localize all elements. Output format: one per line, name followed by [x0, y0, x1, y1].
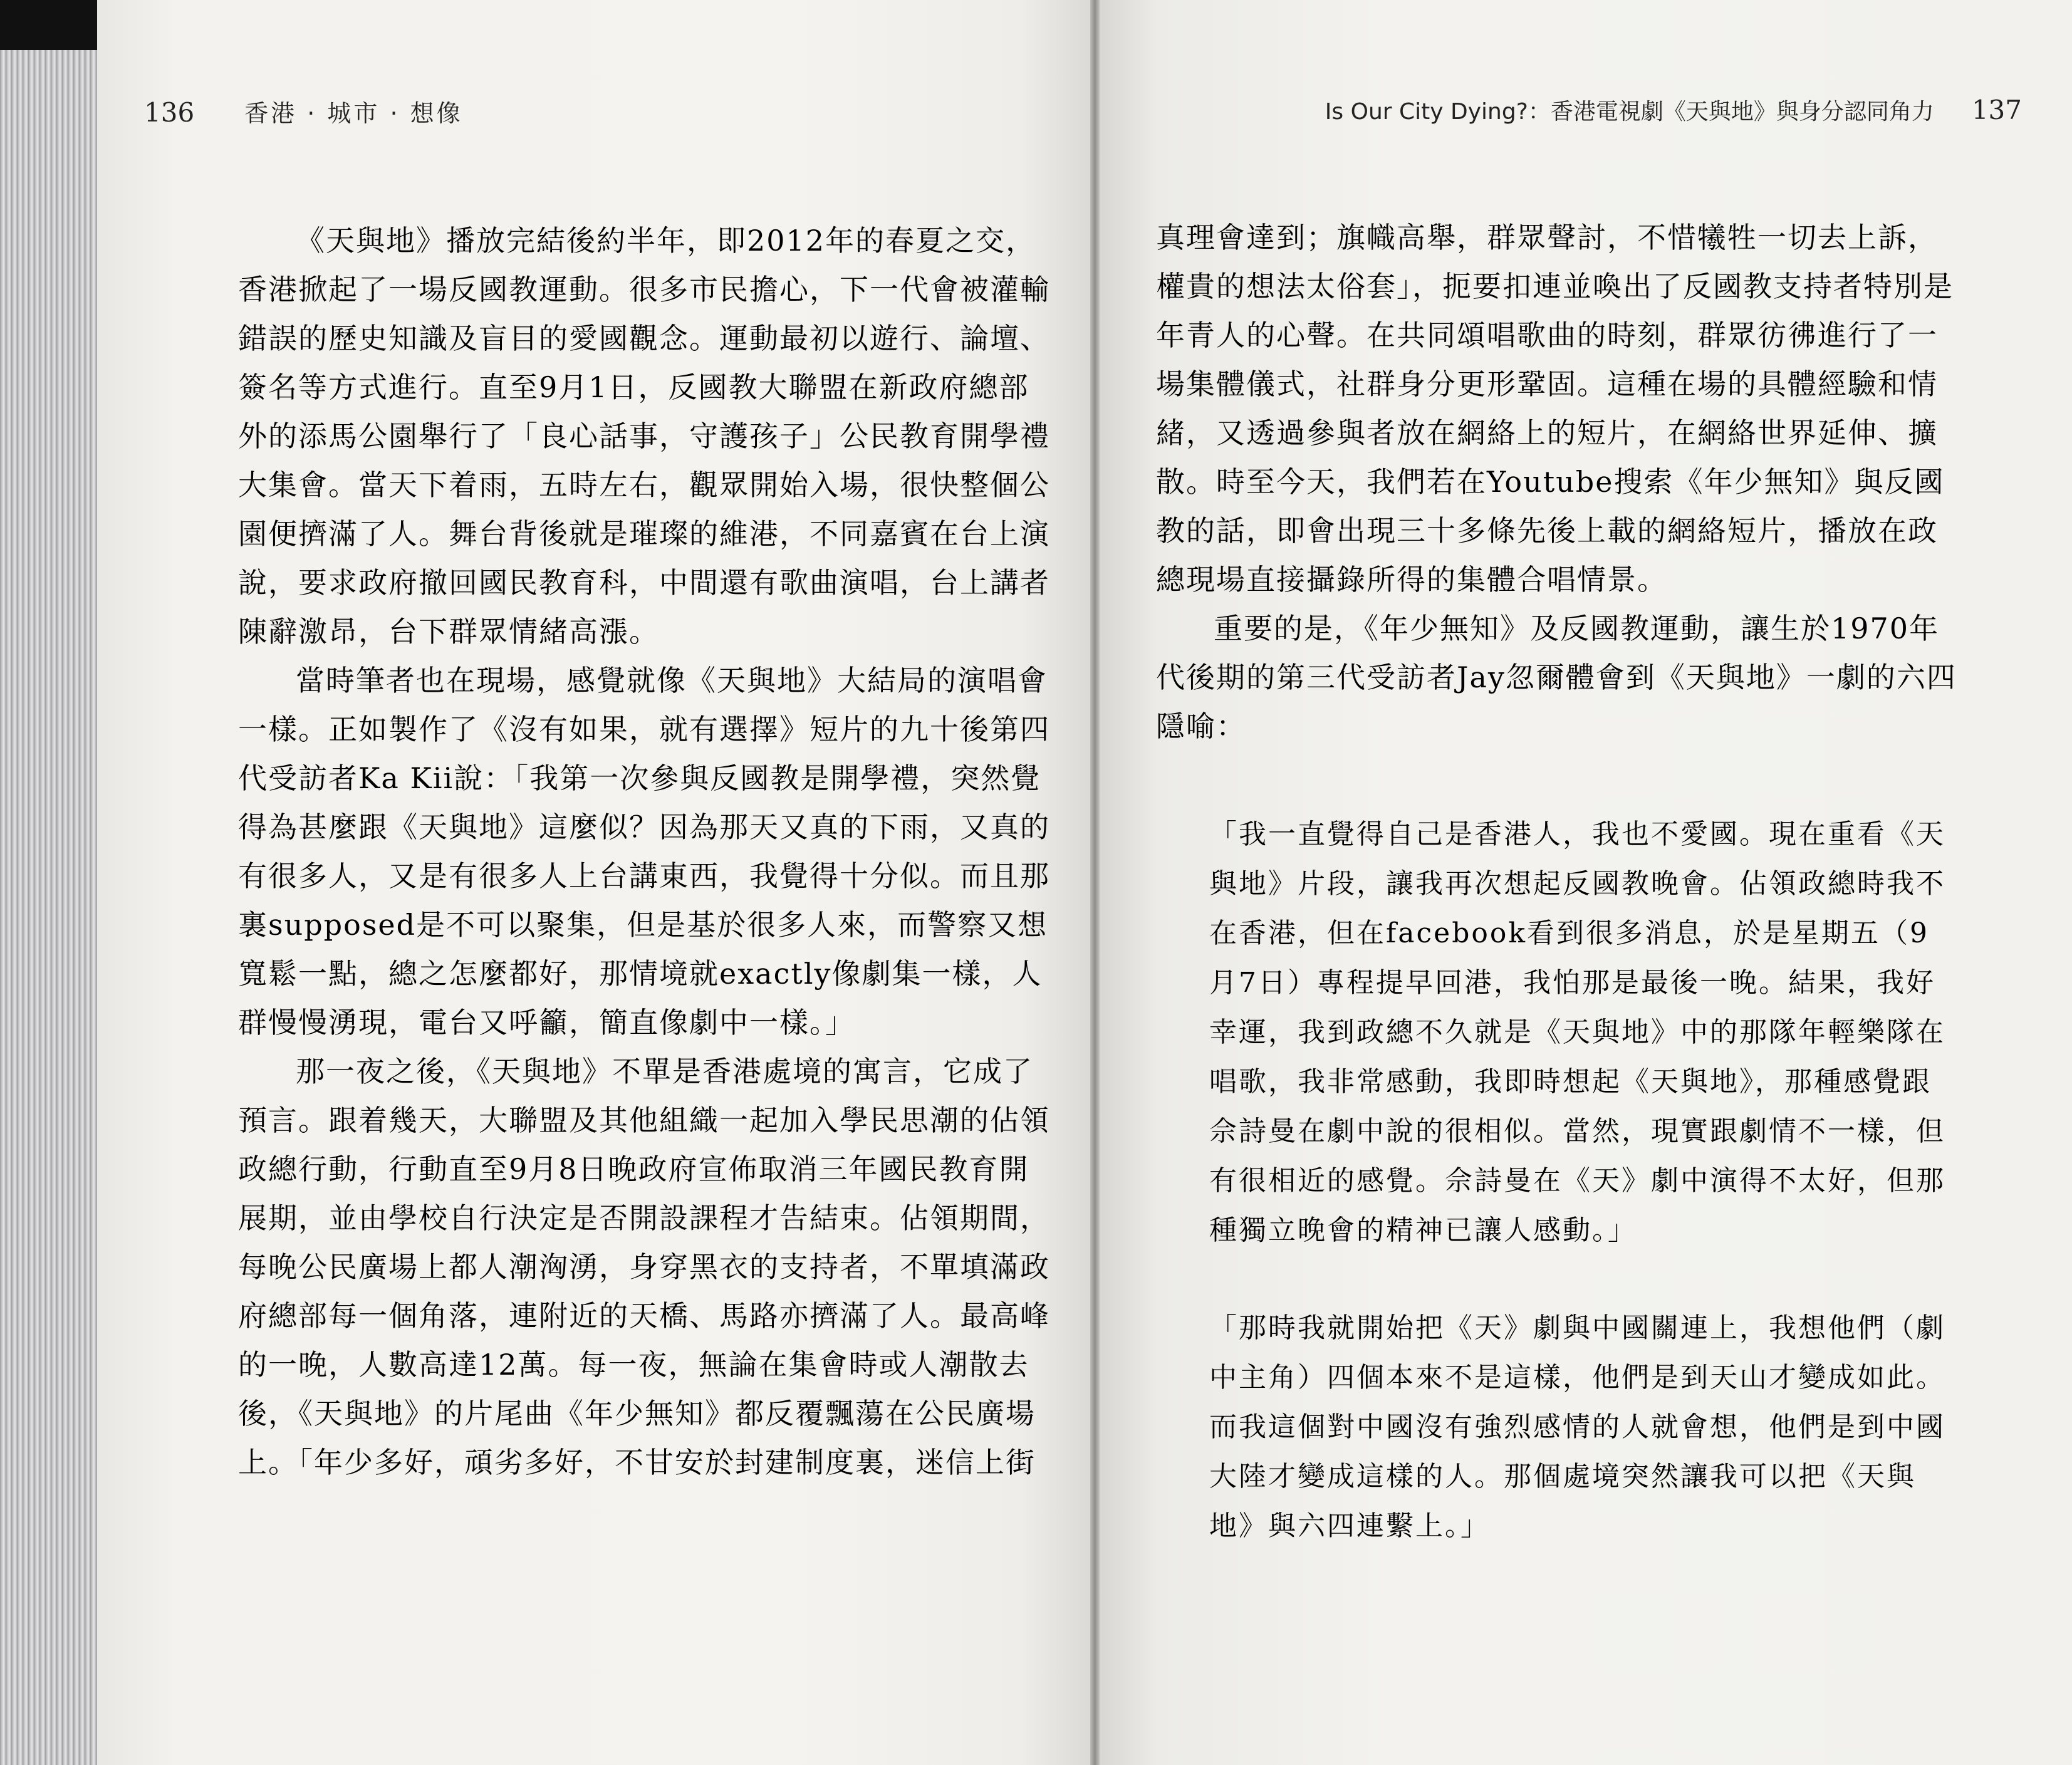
page-edges: [0, 50, 97, 1765]
book-gutter: [1090, 0, 1100, 1765]
right-running-title: Is Our City Dying?：香港電視劇《天與地》與身分認同角力: [1325, 99, 1934, 125]
right-body-text: [1156, 213, 1964, 751]
right-paragraph-2: 重要的是，《年少無知》及反國教運動，讓生於1970年代後期的第三代受訪者Jay忽爾體會到《天與地》一劇的六四隱喻：: [1156, 612, 1957, 743]
interview-quote-2: [1209, 1303, 1955, 1551]
right-page-number: 137: [1971, 95, 2022, 125]
left-page-header: [144, 94, 463, 128]
left-running-title: 香港 · 城市 · 想像: [244, 100, 463, 127]
left-paragraph-3: 那一夜之後，《天與地》不單是香港處境的寓言，它成了預言。跟着幾天，大聯盟及其他組織一起加入學民思潮的佔領政總行動，行動直至9月8日晚政府宣佈取消三年國民教育開展期，並由學校自行決定是否開設課程才告結束。佔領期間，每晚公民廣場上都人潮洶湧，身穿黑衣的支持者，不單填滿政府總部每一個角落，連附近的天橋、馬路亦擠滿了人。最高峰的一晚，人數高達12萬。每一夜，無論在集會時或人潮散去後，《天與地》的片尾曲《年少無知》都反覆飄蕩在公民廣場上。「年少多好，頑劣多好，不甘安於封建制度裏，迷信上街: [238, 1054, 1050, 1479]
quote-text-2: 「那時我就開始把《天》劇與中國關連上，我想他們（劇中主角）四個本來不是這樣，他們是到天山才變成如此。而我這個對中國沒有強烈感情的人就會想，他們是到中國大陸才變成這樣的人。那個處境突然讓我可以把《天與地》與六四連繫上。」: [1209, 1312, 1945, 1542]
background-dark-corner: [0, 0, 97, 50]
left-paragraph-2: 當時筆者也在現場，感覺就像《天與地》大結局的演唱會一樣。正如製作了《沒有如果，就有選擇》短片的九十後第四代受訪者Ka Kii說：「我第一次參與反國教是開學禮，突然覺得為甚麼跟《天與地》這麼似？因為那天又真的下雨，又真的有很多人，又是有很多人上台講東西，我覺得十分似。而且那裏supposed是不可以聚集，但是基於很多人來，而警察又想寬鬆一點，總之怎麼都好，那情境就exactly像劇集一樣，人群慢慢湧現，電台又呼籲，簡直像劇中一樣。」: [238, 664, 1050, 1039]
right-paragraph-1: 真理會達到；旗幟高舉，群眾聲討，不惜犧牲一切去上訴，權貴的想法太俗套」，扼要扣連並喚出了反國教支持者特別是年青人的心聲。在共同頌唱歌曲的時刻，群眾彷彿進行了一場集體儀式，社群身分更形鞏固。這種在場的具體經驗和情緒，又透過參與者放在網絡上的短片，在網絡世界延伸、擴散。時至今天，我們若在Youtube搜索《年少無知》與反國教的話，即會出現三十多條先後上載的網絡短片，播放在政總現場直接攝錄所得的集體合唱情景。: [1156, 221, 1954, 596]
interview-quote-1: [1209, 810, 1955, 1255]
left-page-number: 136: [144, 97, 195, 128]
left-body-text: [238, 216, 1053, 1487]
quote-text-1: 「我一直覺得自己是香港人，我也不愛國。現在重看《天與地》片段，讓我再次想起反國教晚會。佔領政總時我不在香港，但在facebook看到很多消息，於是星期五（9月7日）專程提早回港，我怕那是最後一晚。結果，我好幸運，我到政總不久就是《天與地》中的那隊年輕樂隊在唱歌，我非常感動，我即時想起《天與地》，那種感覺跟佘詩曼在劇中說的很相似。當然，現實跟劇情不一樣，但有很相近的感覺。佘詩曼在《天》劇中演得不太好，但那種獨立晚會的精神已讓人感動。」: [1209, 818, 1945, 1246]
right-page-header: [1325, 94, 2022, 126]
left-paragraph-1: 《天與地》播放完結後約半年，即2012年的春夏之交，香港掀起了一場反國教運動。很多市民擔心，下一代會被灌輸錯誤的歷史知識及盲目的愛國觀念。運動最初以遊行、論壇、簽名等方式進行。直至9月1日，反國教大聯盟在新政府總部外的添馬公園舉行了「良心話事，守護孩子」公民教育開學禮大集會。當天下着雨，五時左右，觀眾開始入場，很快整個公園便擠滿了人。舞台背後就是璀璨的維港，不同嘉賓在台上演說，要求政府撤回國民教育科，中間還有歌曲演唱，台上講者陳辭激昂，台下群眾情緒高漲。: [238, 224, 1050, 648]
